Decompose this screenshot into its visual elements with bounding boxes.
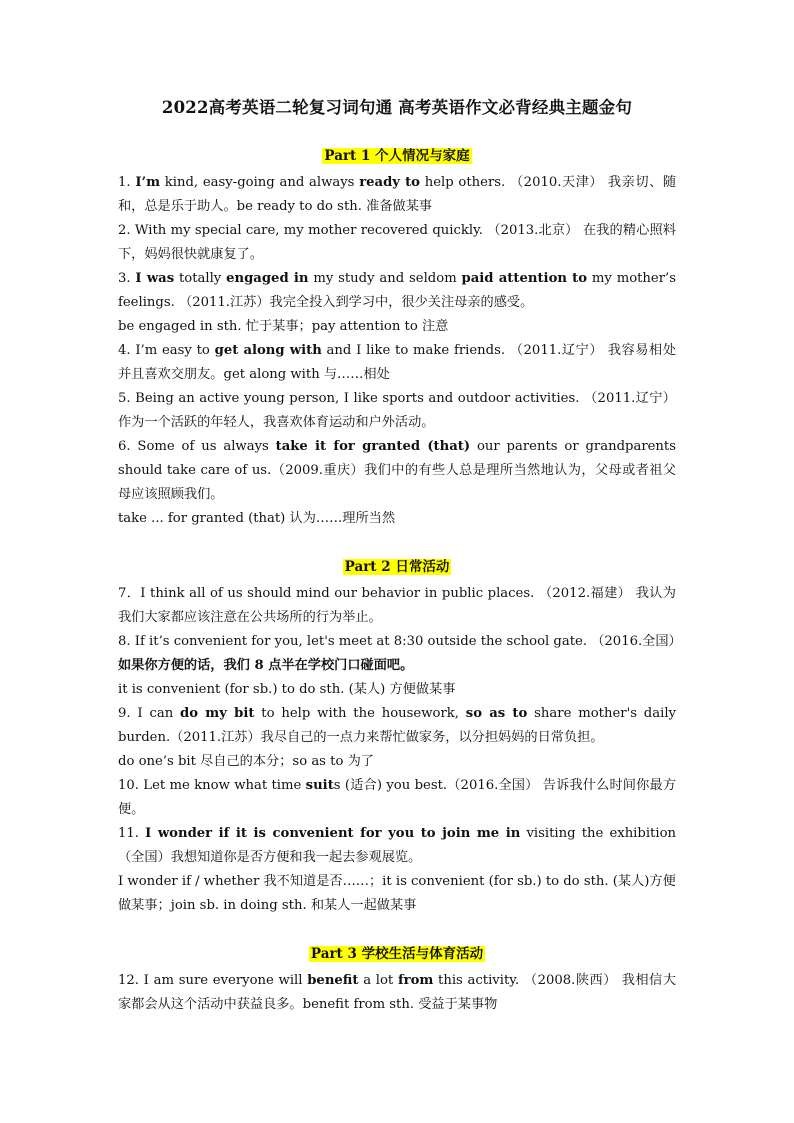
sentence-text: 10. Let me know what time	[118, 778, 306, 793]
sentence-text: 7．I think all of us should mind our behavior in public places. （2012.福建） 我认为我们大家都应该注意在公共场所的行为举止。	[118, 586, 676, 625]
sentence-text: to help with the housework,	[254, 706, 466, 721]
highlight-phrase: 如果你方便的话，我们 8 点半在学校门口碰面吧。	[118, 658, 414, 673]
sentence-text: visiting the exhibition （全国）我想知道你是否方便和我一起去参观展览。	[118, 826, 677, 865]
section-heading	[118, 555, 676, 578]
sentence-text: 12. I am sure everyone will	[118, 973, 308, 988]
sentence-text: help others. （2010.天津） 我亲切、随和，总是乐于助人。be ready to do sth. 准备做某事	[118, 175, 677, 214]
sentence-entry	[118, 435, 676, 507]
highlight-phrase: suit	[305, 778, 334, 793]
sentence-text: this activity. （2008.陕西） 我相信大家都会从这个活动中获益良多。benefit from sth. 受益于某事物	[118, 973, 677, 1012]
highlight-phrase: get along with	[214, 343, 322, 358]
sentence-entry	[118, 969, 676, 1017]
phrase-note: do one’s bit 尽自己的本分；so as to 为了	[118, 754, 374, 769]
section	[118, 144, 676, 531]
section-heading	[118, 942, 676, 965]
sentence-text: 2. With my special care, my mother recovered quickly. （2013.北京） 在我的精心照料下，妈妈很快就康复了。	[118, 223, 676, 262]
sentence-text: 1.	[118, 175, 136, 190]
sentence-text: 9. I can	[118, 706, 181, 721]
phrase-note: it is convenient (for sb.) to do sth. (某人) 方便做某事	[118, 682, 456, 697]
phrase-note: take ... for granted (that) 认为……理所当然	[118, 511, 396, 526]
sentence-entry	[118, 630, 682, 678]
sentence-entry	[118, 774, 676, 822]
sentence-text: 8. If it’s convenient for you, let's meet at 8:30 outside the school gate. （2016.全国）	[118, 634, 682, 649]
section-heading	[118, 144, 676, 167]
sentence-text: totally	[174, 271, 227, 286]
sentence-text: 3.	[118, 271, 136, 286]
sentence-text: my study and seldom	[308, 271, 462, 286]
highlight-phrase: I was	[135, 271, 175, 286]
sentence-text: 11.	[118, 826, 146, 841]
sections-container	[118, 144, 682, 1017]
sentence-text: my mother’s feelings. （2011.江苏）我完全投入到学习中，很少关注母亲的感受。	[118, 271, 676, 310]
highlight-phrase: from	[397, 973, 434, 988]
sentence-text: and I like to make friends. （2011.辽宁） 我容易相处并且喜欢交朋友。get along with 与……相处	[118, 343, 676, 382]
sentence-entry	[118, 339, 676, 387]
sentence-text: kind, easy-going and always	[160, 175, 360, 190]
phrase-note: be engaged in sth. 忙于某事；pay attention to 注意	[118, 319, 449, 334]
sentence-text: s (适合) you best.（2016.全国） 告诉我什么时间你最方便。	[118, 778, 677, 817]
sentence-text: 6. Some of us always	[118, 439, 276, 454]
document-title: 2022高考英语二轮复习词句通 高考英语作文必背经典主题金句	[161, 98, 633, 117]
highlight-phrase: paid attention to	[461, 271, 588, 286]
highlight-phrase: so as to	[465, 706, 528, 721]
sentence-entry	[118, 582, 676, 630]
highlight-phrase: I wonder if it is convenient for you to join me in	[145, 826, 521, 841]
section-heading-text: Part 2 日常活动	[344, 559, 450, 575]
phrase-note: I wonder if / whether 我不知道是否……；it is convenient (for sb.) to do sth. (某人)方便做某事；join sb. in doing sth. 和某人一起做某事	[118, 874, 676, 913]
section	[118, 555, 682, 918]
sentence-text: 5. Being an active young person, I like sports and outdoor activities. （2011.辽宁）作为一个活跃的年轻人，我喜欢体育运动和户外活动。	[118, 391, 676, 430]
sentence-entry	[118, 219, 676, 267]
section-heading-text: Part 1 个人情况与家庭	[324, 148, 470, 164]
highlight-phrase: do my bit	[180, 706, 255, 721]
sentence-entry	[118, 267, 676, 315]
highlight-phrase: benefit	[307, 973, 359, 988]
sentence-entry	[118, 702, 676, 750]
sentence-entry	[118, 171, 676, 219]
sentence-text: a lot	[358, 973, 398, 988]
sentence-text: 4. I’m easy to	[118, 343, 215, 358]
sentence-text: share mother's daily burden.（2011.江苏）我尽自己的一点力来帮忙做家务，以分担妈妈的日常负担。	[118, 706, 676, 745]
sentence-entry	[118, 387, 676, 435]
highlight-phrase: I’m	[135, 175, 161, 190]
highlight-phrase: engaged in	[226, 271, 309, 286]
document-page	[118, 94, 682, 1041]
sentence-entry	[118, 822, 676, 870]
section	[118, 942, 676, 1017]
highlight-phrase: ready to	[359, 175, 420, 190]
sentence-text: our parents or grandparents should take care of us.（2009.重庆）我们中的有些人总是理所当然地认为，父母或者祖父母应该照顾我们。	[118, 439, 676, 502]
highlight-phrase: take it for granted (that)	[275, 439, 471, 454]
section-heading-text: Part 3 学校生活与体育活动	[310, 946, 484, 962]
